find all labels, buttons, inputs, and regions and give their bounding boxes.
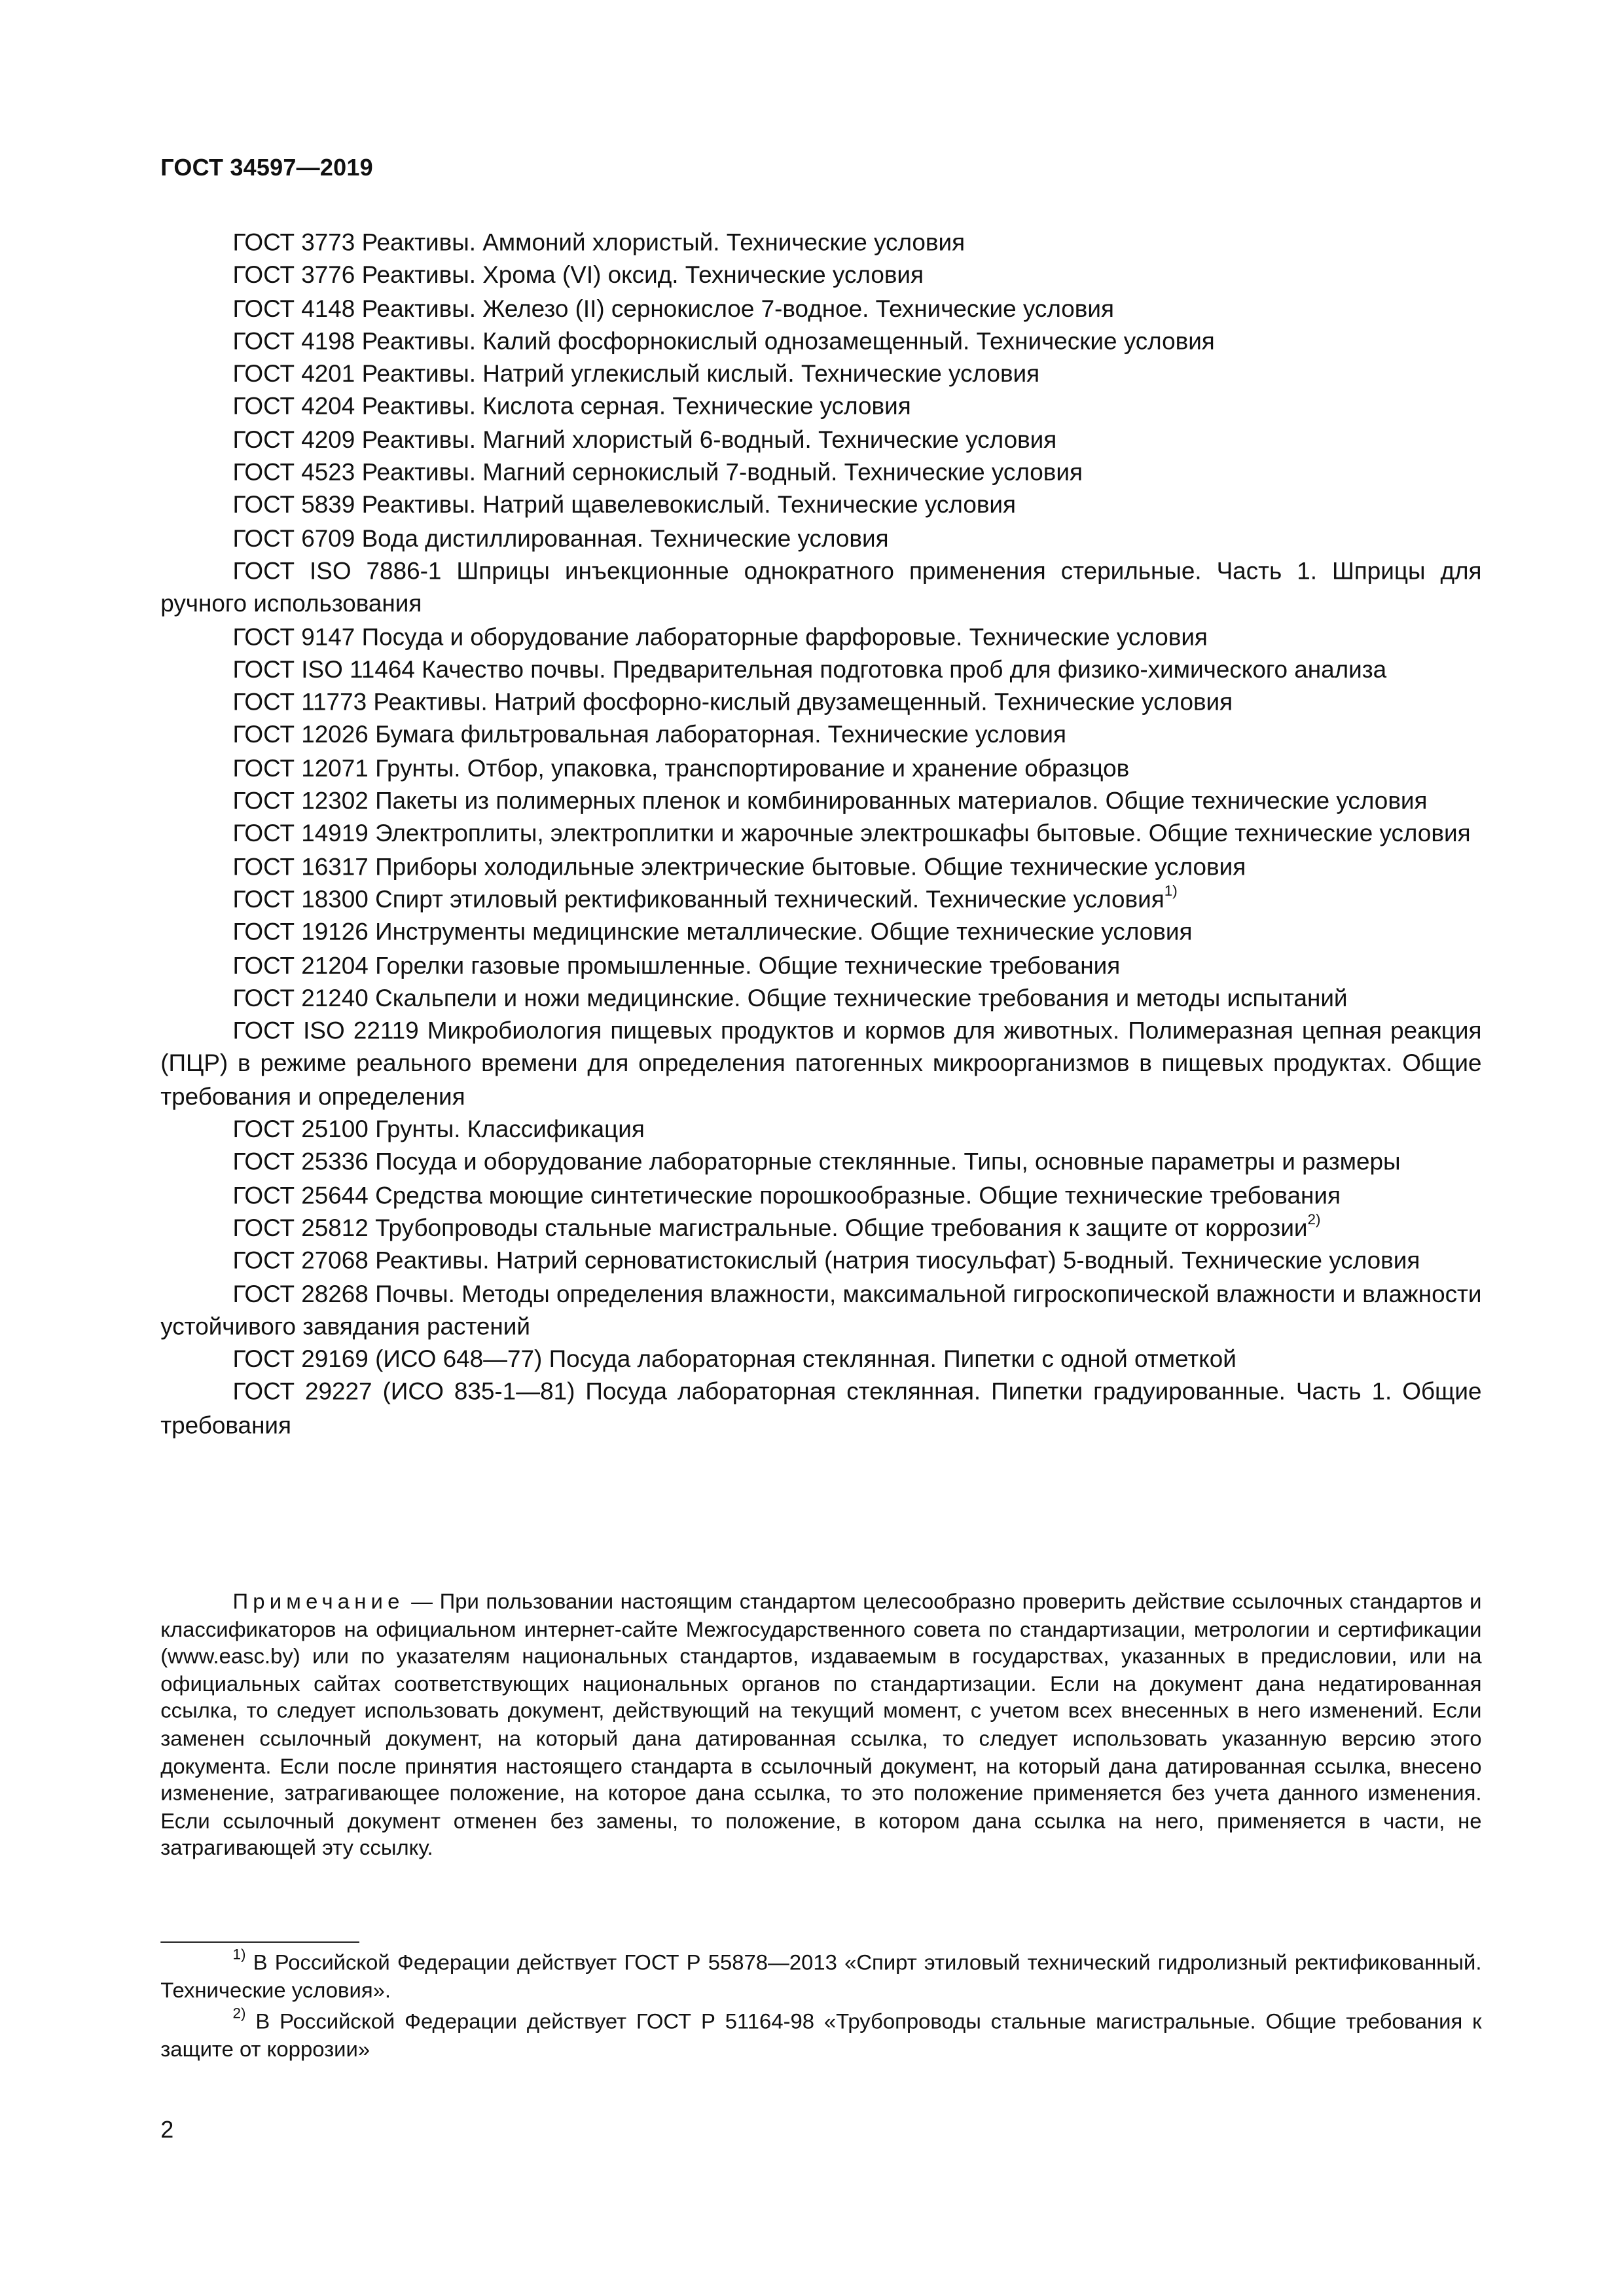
reference-code: ГОСТ 12026: [232, 722, 369, 750]
reference-title: Инструменты медицинские металлические. Общие технические условия: [375, 919, 1193, 947]
reference-item: [160, 687, 1481, 720]
reference-code: ГОСТ 28268: [232, 1281, 369, 1307]
reference-title: (ИСО 648—77) Посуда лабораторная стеклянная. Пипетки с одной отметкой: [375, 1346, 1236, 1374]
footnote-item: [160, 2009, 1481, 2064]
reference-title: Спирт этиловый ректификованный технический. Технические условия: [375, 886, 1164, 913]
reference-code: ГОСТ 29227: [232, 1379, 372, 1406]
reference-title: Бумага фильтровальная лабораторная. Технические условия: [375, 722, 1066, 750]
reference-code: ГОСТ ISO 22119: [232, 1018, 419, 1045]
reference-title: Средства моющие синтетические порошкообразные. Общие технические требования: [375, 1182, 1341, 1209]
reference-item: [160, 1015, 1481, 1114]
reference-code: ГОСТ 14919: [232, 821, 369, 848]
reference-item: [160, 949, 1481, 982]
footnote-marker: 1): [1164, 884, 1178, 901]
reference-item: [160, 917, 1481, 949]
reference-code: ГОСТ 29169: [232, 1346, 369, 1374]
reference-item: [160, 1179, 1481, 1212]
reference-title: Качество почвы. Предварительная подготовка проб для физико-химического анализа: [422, 657, 1387, 683]
reference-code: ГОСТ 12302: [232, 788, 369, 815]
reference-title: Микробиология пищевых продуктов и кормов для животных. Полимеразная цепная реакция (ПЦР) в режиме реального времени для определения патогенных микроорганизмов в пищевых продуктах. Общие требования и определения: [160, 1018, 1482, 1110]
reference-code: ГОСТ 6709: [232, 525, 355, 553]
reference-title: Реактивы. Натрий фосфорно-кислый двузамещенный. Технические условия: [373, 689, 1233, 716]
reference-code: ГОСТ ISO 7886-1: [232, 558, 442, 585]
reference-code: ГОСТ 4148: [232, 295, 355, 322]
reference-item: [160, 1343, 1481, 1376]
footnote-text: В Российской Федерации действует ГОСТ Р 51164-98 «Трубопроводы стальные магистральные. Общие требования к защите от коррозии»: [160, 2011, 1482, 2062]
note-paragraph: [160, 1590, 1481, 1863]
reference-title: Посуда и оборудование лабораторные фарфоровые. Технические условия: [361, 624, 1208, 651]
reference-title: Реактивы. Железо (II) сернокислое 7-водное. Технические условия: [361, 295, 1114, 322]
reference-code: ГОСТ 25100: [232, 1116, 369, 1144]
reference-code: ГОСТ 9147: [232, 624, 355, 651]
reference-code: ГОСТ 21204: [232, 952, 369, 979]
reference-title: Реактивы. Кислота серная. Технические условия: [361, 393, 911, 421]
footnote-item: [160, 1947, 1482, 2005]
reference-title: Вода дистиллированная. Технические условия: [361, 525, 889, 553]
footnote-text: В Российской Федерации действует ГОСТ Р 55878—2013 «Спирт этиловый технический гидролизный ректификованный. Технические условия».: [160, 1952, 1482, 2003]
reference-code: ГОСТ 4204: [232, 393, 355, 421]
reference-item: [160, 1376, 1481, 1442]
document-header-title: ГОСТ 34597—2019: [160, 156, 373, 181]
reference-item: [160, 490, 1481, 522]
footnote-number: 1): [232, 1947, 246, 1964]
reference-code: ГОСТ 25336: [232, 1149, 369, 1176]
reference-item: [160, 851, 1481, 884]
reference-item: [160, 424, 1481, 457]
reference-item: [160, 818, 1481, 851]
reference-code: ГОСТ 11773: [232, 689, 367, 716]
footnote-number: 2): [232, 2007, 246, 2023]
reference-title: Скальпели и ножи медицинские. Общие технические требования и методы испытаний: [375, 985, 1348, 1012]
reference-code: ГОСТ 4523: [232, 460, 355, 486]
reference-title: Реактивы. Калий фосфорнокислый однозамещенный. Технические условия: [361, 328, 1215, 355]
reference-item: [160, 1278, 1481, 1343]
reference-item: [160, 1114, 1481, 1146]
reference-item: [160, 522, 1481, 555]
reference-code: ГОСТ 16317: [232, 854, 369, 881]
reference-item: [160, 325, 1481, 358]
reference-title: Пакеты из полимерных пленок и комбинированных материалов. Общие технические условия: [375, 788, 1428, 815]
reference-title: Шприцы инъекционные однократного применения стерильные. Часть 1. Шприцы для ручного использования: [160, 558, 1482, 618]
reference-item: [160, 1245, 1481, 1278]
reference-title: Реактивы. Натрий щавелевокислый. Технические условия: [361, 492, 1017, 519]
reference-code: ГОСТ 4198: [232, 328, 355, 355]
reference-item: [160, 457, 1481, 490]
reference-item: [160, 720, 1481, 752]
reference-code: ГОСТ 12071: [232, 755, 369, 782]
reference-title: Реактивы. Магний сернокислый 7-водный. Технические условия: [361, 460, 1083, 486]
reference-item: [160, 260, 1481, 293]
reference-item: [160, 293, 1481, 325]
reference-item: [160, 391, 1481, 424]
reference-code: ГОСТ 4201: [232, 361, 355, 388]
reference-title: Реактивы. Магний хлористый 6-водный. Технические условия: [361, 427, 1057, 454]
reference-title: Горелки газовые промышленные. Общие технические требования: [375, 952, 1121, 979]
reference-title: Реактивы. Натрий серноватистокислый (натрия тиосульфат) 5-водный. Технические условия: [375, 1248, 1420, 1275]
reference-code: ГОСТ 3773: [232, 230, 355, 257]
reference-item: [160, 555, 1481, 621]
reference-item: [160, 654, 1481, 687]
reference-title: Приборы холодильные электрические бытовые. Общие технические условия: [375, 854, 1246, 881]
reference-item: [160, 752, 1481, 785]
footnote-marker: 2): [1307, 1212, 1321, 1230]
reference-code: ГОСТ 25812: [232, 1215, 369, 1242]
reference-title: Грунты. Отбор, упаковка, транспортирование и хранение образцов: [375, 755, 1130, 782]
reference-item: [160, 785, 1481, 818]
reference-title: (ИСО 835-1—81) Посуда лабораторная стеклянная. Пипетки градуированные. Часть 1. Общие требования: [160, 1379, 1482, 1439]
reference-title: Трубопроводы стальные магистральные. Общие требования к защите от коррозии: [375, 1215, 1308, 1242]
footnotes: [160, 1947, 1482, 2069]
reference-title: Электроплиты, электроплитки и жарочные электрошкафы бытовые. Общие технические условия: [375, 821, 1471, 848]
reference-item: [160, 358, 1481, 391]
reference-code: ГОСТ 21240: [232, 985, 369, 1012]
reference-item: [160, 1212, 1481, 1245]
reference-title: Посуда и оборудование лабораторные стеклянные. Типы, основные параметры и размеры: [375, 1149, 1401, 1176]
reference-code: ГОСТ 18300: [232, 886, 369, 913]
note-label: Примечание: [232, 1591, 405, 1614]
footnote-divider: [160, 1942, 359, 1943]
reference-item: [160, 621, 1481, 654]
reference-title: Реактивы. Хрома (VI) оксид. Технические условия: [361, 263, 924, 289]
reference-code: ГОСТ 5839: [232, 492, 355, 519]
page-number: 2: [160, 2118, 174, 2143]
reference-code: ГОСТ 27068: [232, 1248, 369, 1275]
reference-item: [160, 227, 1481, 260]
reference-code: ГОСТ 4209: [232, 427, 355, 454]
reference-title: Грунты. Классификация: [375, 1116, 645, 1144]
normative-references-list: [160, 227, 1481, 1442]
note-text: — При пользовании настоящим стандартом целесообразно проверить действие ссылочных стандартов и классификаторов на официальном интернет-сайте Межгосударственного совета по стандартизации, метрологии и сертификации (www.easc.by) или по указателям национальных стандартов, издаваемым в государствах, указанных в предисловии, или на официальных сайтах соответствующих национальных органов по стандартизации. Если на документ дана недатированная ссылка, то следует использовать документ, действующий на текущий момент, с учетом всех внесенных в него изменений. Если заменен ссылочный документ, на который дана датированная ссылка, то следует использовать указанную версию этого документа. Если после принятия настоящего стандарта в ссылочный документ, на который дана датированная ссылка, внесено изменение, затрагивающее положение, на которое дана ссылка, то это положение применяется без учета данного изменения. Если ссылочный документ отменен без замены, то положение, в котором дана ссылка на него, применяется в части, не затрагивающей эту ссылку.: [160, 1591, 1482, 1861]
reference-code: ГОСТ 19126: [232, 919, 369, 947]
reference-title: Реактивы. Натрий углекислый кислый. Технические условия: [361, 361, 1040, 388]
reference-code: ГОСТ 25644: [232, 1182, 369, 1209]
reference-item: [160, 884, 1481, 917]
reference-item: [160, 1146, 1481, 1179]
reference-title: Почвы. Методы определения влажности, максимальной гигроскопической влажности и влажности устойчивого завядания растений: [160, 1281, 1482, 1341]
reference-code: ГОСТ 3776: [232, 263, 355, 289]
reference-item: [160, 982, 1481, 1015]
reference-code: ГОСТ ISO 11464: [232, 657, 415, 683]
reference-title: Реактивы. Аммоний хлористый. Технические условия: [361, 230, 965, 257]
